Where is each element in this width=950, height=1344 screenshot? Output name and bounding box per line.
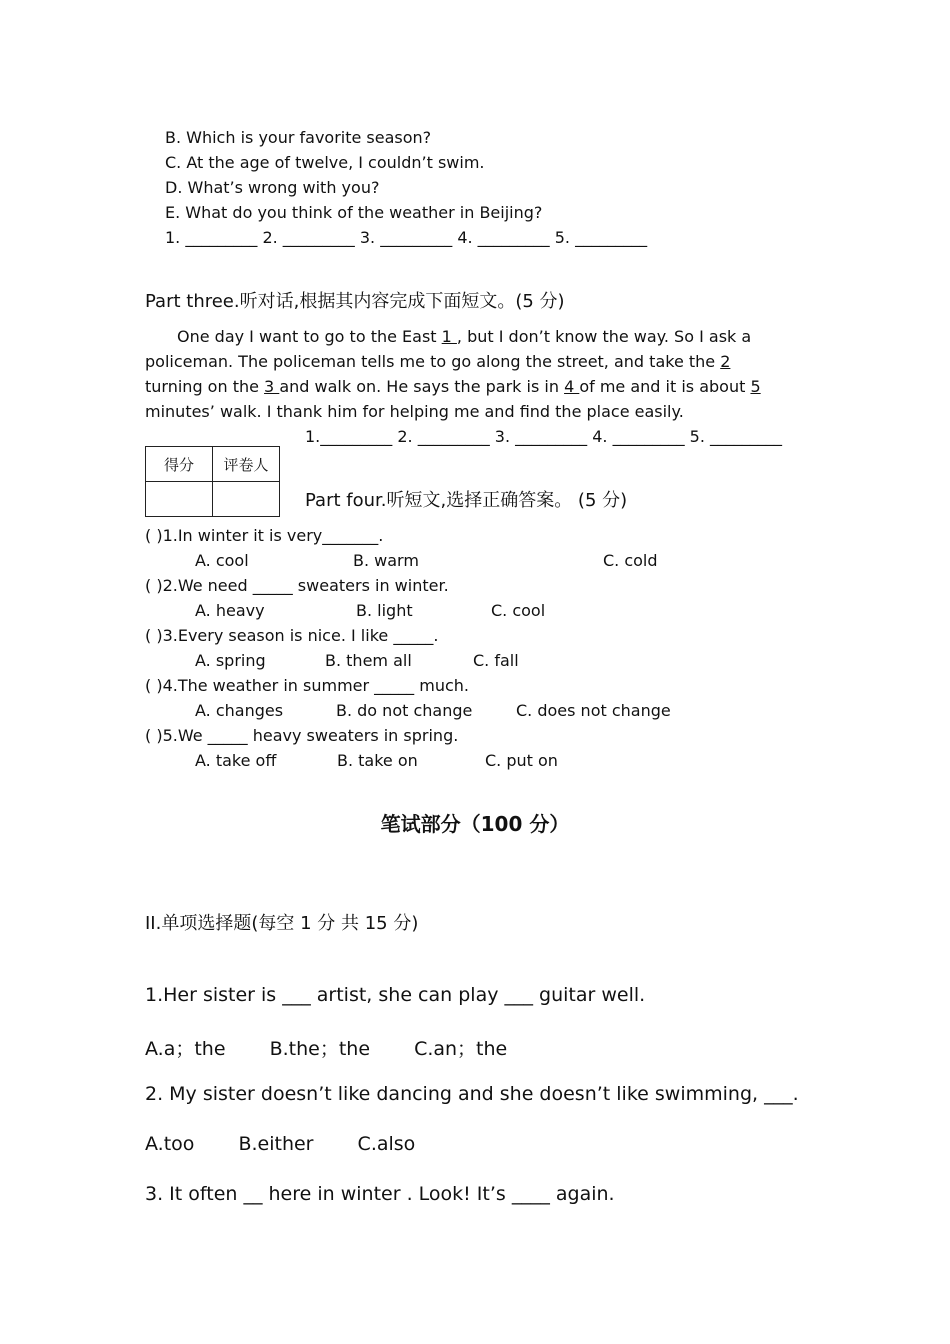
option-c: C. At the age of twelve, I couldn’t swim. (165, 153, 485, 172)
answer-row (145, 598, 745, 623)
passage-text: , but I don’t know the way. So I ask a (456, 327, 752, 346)
score-table (145, 446, 280, 517)
question-text: ( )5.We _____ heavy sweaters in spring. (145, 726, 459, 745)
grader-cell (213, 482, 280, 517)
option-a: A. cool (195, 551, 249, 570)
blank-3: 3 (264, 377, 280, 396)
mc-question-2: 2. My sister doesn’t like dancing and she doesn’t like swimming, ___. (145, 1083, 799, 1105)
part3-passage (145, 324, 815, 424)
mc-options-1 (145, 1034, 507, 1061)
question-4 (145, 673, 745, 723)
option-e: E. What do you think of the weather in Beijing? (165, 203, 543, 222)
part2-options (165, 125, 647, 250)
option-c: C. put on (485, 751, 558, 770)
mc1-option-b: B.the；the (269, 1038, 371, 1060)
section2-heading: II.单项选择题(每空 1 分 共 15 分) (145, 913, 419, 934)
passage-text: and walk on. He says the park is in (279, 377, 565, 396)
option-a: A. heavy (195, 601, 265, 620)
option-a: A. spring (195, 651, 266, 670)
option-c: C. does not change (516, 701, 671, 720)
mc1-option-c: C.an；the (414, 1038, 508, 1060)
question-text: ( )2.We need _____ sweaters in winter. (145, 576, 449, 595)
question-3 (145, 623, 745, 673)
blank-2: 2 (720, 352, 731, 371)
question-5 (145, 723, 745, 773)
option-a: A. take off (195, 751, 277, 770)
part4-questions (145, 523, 745, 773)
question-1 (145, 523, 745, 573)
mc2-option-c: C.also (357, 1133, 416, 1155)
mc-options-2 (145, 1133, 415, 1155)
option-a: A. changes (195, 701, 284, 720)
mc2-option-a: A.too (145, 1133, 195, 1155)
passage-text: turning on the (145, 377, 265, 396)
part3-heading: Part three.听对话,根据其内容完成下面短文。(5 分) (145, 291, 565, 312)
score-header: 得分 (146, 447, 213, 482)
question-2 (145, 573, 745, 623)
blank-1: 1 (441, 327, 457, 346)
passage-text: of me and it is about (579, 377, 751, 396)
answer-row (145, 698, 745, 723)
option-b: B. them all (325, 651, 412, 670)
answer-row (145, 648, 745, 673)
mc-question-3: 3. It often __ here in winter . Look! It’s ____ again. (145, 1183, 615, 1205)
part3-answer-line: 1._________ 2. _________ 3. _________ 4. _________ 5. _________ (305, 427, 783, 446)
answer-row (145, 748, 745, 773)
option-b: B. take on (337, 751, 418, 770)
written-section-title: 笔试部分（100 分） (380, 812, 570, 836)
option-c: C. fall (473, 651, 519, 670)
mc-question-1: 1.Her sister is ___ artist, she can play ___ guitar well. (145, 984, 646, 1006)
passage-text: policeman. The policeman tells me to go along the street, and take the (145, 352, 721, 371)
mc1-option-a: A.a；the (145, 1038, 226, 1060)
option-b: B. do not change (336, 701, 473, 720)
part2-answer-line: 1. _________ 2. _________ 3. _________ 4. _________ 5. _________ (165, 228, 648, 247)
grader-header: 评卷人 (213, 447, 280, 482)
passage-line-4: minutes’ walk. I thank him for helping me and find the place easily. (145, 402, 684, 421)
option-d: D. What’s wrong with you? (165, 178, 380, 197)
passage-text: One day I want to go to the East (177, 327, 442, 346)
answer-row (145, 548, 745, 573)
part4-heading: Part four.听短文,选择正确答案。 (5 分) (305, 490, 628, 511)
score-cell (146, 482, 213, 517)
blank-5: 5 (750, 377, 761, 396)
passage-line-1 (145, 324, 815, 349)
option-b: B. Which is your favorite season? (165, 128, 432, 147)
question-text: ( )4.The weather in summer _____ much. (145, 676, 469, 695)
mc2-option-b: B.either (238, 1133, 314, 1155)
option-b: B. warm (353, 551, 419, 570)
option-c: C. cold (603, 551, 658, 570)
question-text: ( )1.In winter it is very_______. (145, 526, 384, 545)
blank-4: 4 (564, 377, 580, 396)
question-text: ( )3.Every season is nice. I like _____. (145, 626, 439, 645)
passage-line-2 (145, 349, 815, 374)
option-b: B. light (356, 601, 413, 620)
passage-line-3 (145, 374, 815, 399)
option-c: C. cool (491, 601, 546, 620)
